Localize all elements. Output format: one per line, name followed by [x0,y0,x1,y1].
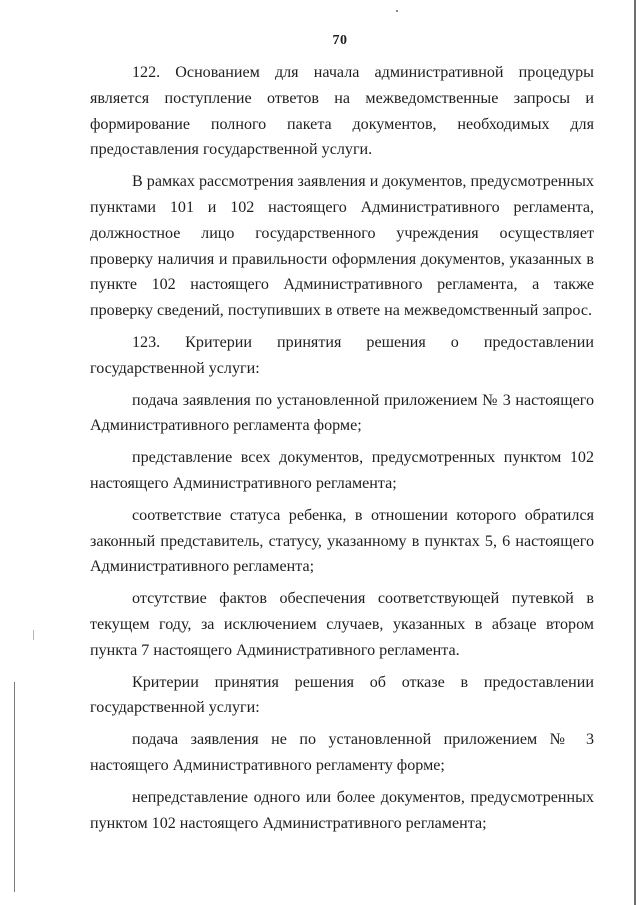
scan-edge-right [634,0,636,905]
paragraph-review-scope: В рамках рассмотрения заявления и документов, предусмотренных пунктами 101 и 102 настоящего Административного регламента, должностное лицо государственного учреждения осуществляет проверку наличия и правильности оформления документов, указанных в пункте 102 настоящего Административного регламента, а также проверку сведений, поступивших в ответе на межведомственный запрос. [90,173,594,320]
paragraph-refusal-criteria: Критерии принятия решения об отказе в предоставлении государственной услуги: [90,673,594,717]
criterion-all-documents: представление всех документов, предусмотренных пунктом 102 настоящего Административного регламента; [90,449,594,492]
page-number: 70 [332,33,348,48]
paragraph-122: 122. Основанием для начала административной процедуры является поступление ответов на межведомственные запросы и формирование полного пакета документов, необходимых для предоставления государственной услуги. [90,64,594,159]
scan-mark-left [33,630,34,640]
scan-edge-left [14,682,15,892]
document-body [90,60,594,836]
refusal-wrong-form: подача заявления не по установленной приложением № 3 настоящего Административного регламенту форме; [90,731,594,774]
paragraph-123: 123. Критерии принятия решения о предоставлении государственной услуги: [90,333,594,377]
criterion-no-voucher: отсутствие фактов обеспечения соответствующей путевкой в текущем году, за исключением случаев, указанных в абзаце втором пункта 7 настоящего Административного регламента. [90,590,594,659]
refusal-missing-documents: непредставление одного или более документов, предусмотренных пунктом 102 настоящего Административного регламента; [90,788,594,832]
criterion-application-form: подача заявления по установленной приложением № 3 настоящего Административного регламента форме; [90,391,594,435]
criterion-child-status: соответствие статуса ребенка, в отношении которого обратился законный представитель, статусу, указанному в пунктах 5, 6 настоящего Административного регламента; [90,506,594,576]
scan-speck [396,10,398,12]
